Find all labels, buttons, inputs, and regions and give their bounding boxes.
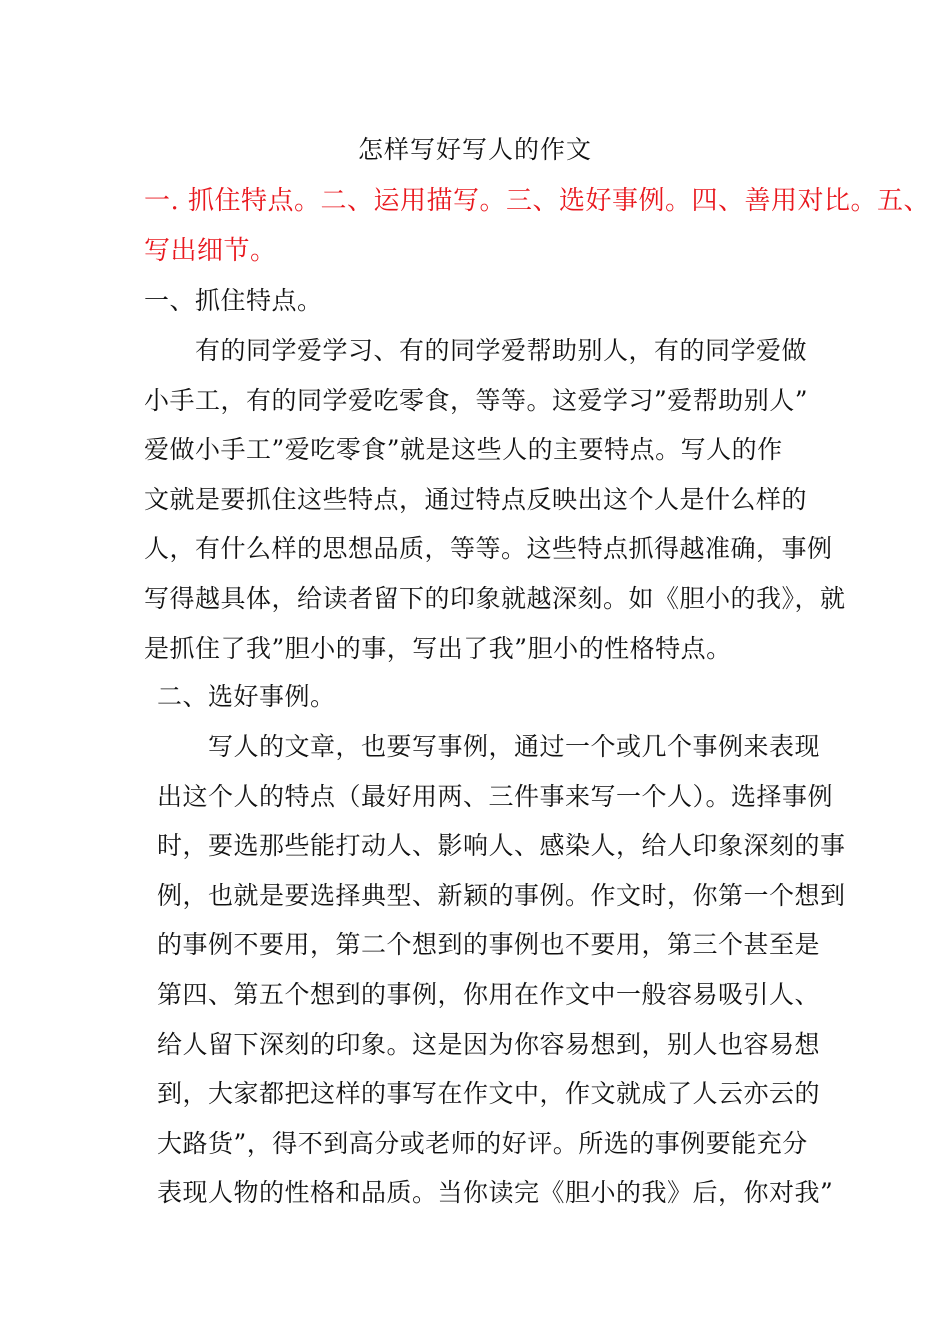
paragraph-line: 时，要选那些能打动人、影响人、感染人，给人印象深刻的事 [157, 831, 846, 861]
summary-outline [144, 176, 931, 276]
paragraph-line: 到，大家都把这样的事写在作文中，作文就成了人云亦云的 [157, 1079, 821, 1109]
paragraph-line: 表现人物的性格和品质。当你读完《胆小的我》后，你对我” [157, 1178, 834, 1208]
paragraph-line: 有的同学爱学习、有的同学爱帮助别人，有的同学爱做 [144, 336, 808, 365]
summary-line: 一. 抓住特点。二、运用描写。三、选好事例。四、善用对比。五、 [144, 186, 931, 216]
paragraph-line: 是抓住了我”胆小的事，写出了我”胆小的性格特点。 [144, 633, 732, 663]
section-heading-1: 一、抓住特点。 [144, 286, 323, 315]
section-paragraph-2 [157, 722, 846, 1218]
paragraph-line: 文就是要抓住这些特点，通过特点反映出这个人是什么样的 [144, 484, 808, 514]
document-title: 怎样写好写人的作文 [357, 135, 592, 164]
paragraph-line: 例，也就是要选择典型、新颖的事例。作文时，你第一个想到 [157, 880, 846, 910]
paragraph-line: 出这个人的特点（最好用两、三件事来写一个人）。选择事例 [157, 781, 834, 811]
paragraph-line: 第四、第五个想到的事例，你用在作文中一般容易吸引人、 [157, 979, 821, 1009]
paragraph-line: 写人的文章，也要写事例，通过一个或几个事例来表现 [157, 732, 821, 761]
paragraph-line: 的事例不要用，第二个想到的事例也不要用，第三个甚至是 [157, 930, 821, 960]
paragraph-line: 小手工，有的同学爱吃零食，等等。这爱学习”爱帮助别人” [144, 385, 809, 415]
paragraph-line: 人，有什么样的思想品质，等等。这些特点抓得越准确，事例 [144, 534, 833, 564]
summary-line: 写出细节。 [144, 236, 277, 266]
section-paragraph-1 [144, 326, 846, 673]
paragraph-line: 大路货”，得不到高分或老师的好评。所选的事例要能充分 [157, 1128, 808, 1158]
paragraph-line: 给人留下深刻的印象。这是因为你容易想到，别人也容易想 [157, 1029, 821, 1059]
paragraph-line: 爱做小手工”爱吃零食”就是这些人的主要特点。写人的作 [144, 435, 783, 465]
section-heading-2: 二、选好事例。 [157, 682, 336, 711]
paragraph-line: 写得越具体，给读者留下的印象就越深刻。如《胆小的我》，就 [144, 583, 846, 613]
